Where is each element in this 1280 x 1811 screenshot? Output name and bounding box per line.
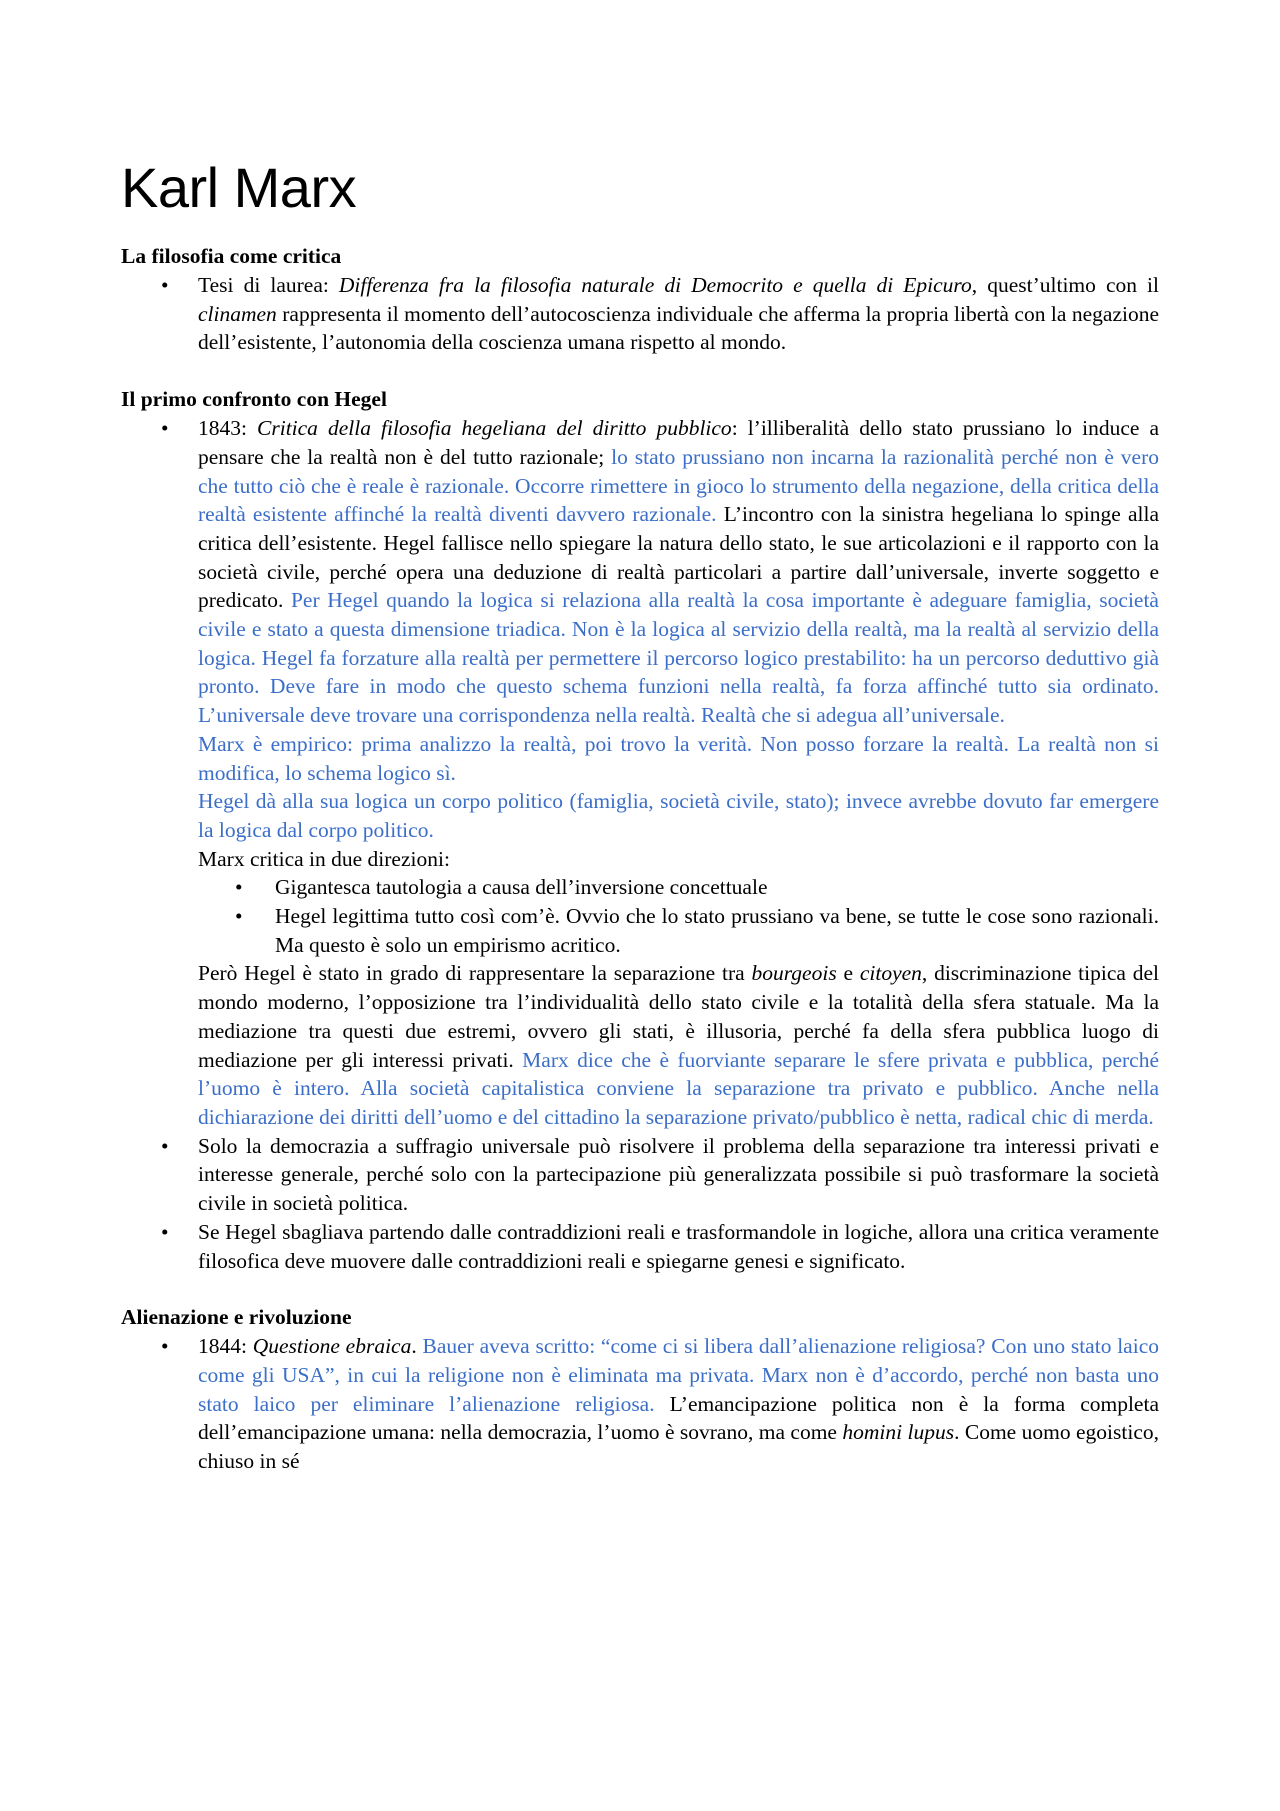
- italic-title: Differenza fra la filosofia naturale di Democrito e quella di Epicuro: [338, 273, 972, 297]
- highlighted-paragraph: Hegel dà alla sua logica un corpo politico (famiglia, società civile, stato); invece avrebbe dovuto far emergere la logica dal corpo politico.: [198, 789, 1159, 842]
- text-run: , quest’ultimo con il: [971, 273, 1159, 297]
- text-run: Però Hegel è stato in grado di rappresentare la separazione tra: [198, 961, 752, 986]
- list-item: • Se Hegel sbagliava partendo dalle contraddizioni reali e trasformandole in logiche, allora una critica veramente filosofica deve muovere dalle contraddizioni reali e spiegarne genesi e significato.: [121, 1218, 1159, 1275]
- text-run: . Come uomo egoistico, chiuso in sé: [198, 1420, 1159, 1474]
- text-run: L’incontro con la sinistra hegeliana lo spinge alla critica dell’esistente. Hegel fallisce nello spiegare la natura dello stato, le sue articolazioni e il rapporto con la società civile, perché opera una deduzione di realtà particolari a partire dall’universale, inverte soggetto e predicato.: [198, 502, 1159, 613]
- highlighted-text: lo stato prussiano non incarna la razionalità perché non è vero che tutto ciò che è reale è razionale. Occorre rimettere in gioco lo strumento della negazione, della critica della realtà esistente affinché la realtà diventi davvero razionale.: [198, 444, 1159, 527]
- section-filosofia-critica: [121, 242, 1159, 357]
- sub-list-item: • Hegel legittima tutto così com’è. Ovvio che lo stato prussiano va bene, se tutte le cose sono razionali. Ma questo è solo un empirismo acritico.: [198, 902, 1159, 959]
- italic-term: citoyen: [859, 961, 922, 986]
- paragraph: [198, 959, 1159, 1131]
- text-run: L’emancipazione politica non è la forma completa dell’emancipazione umana: nella democrazia, l’uomo è sovrano, ma come: [198, 1391, 1159, 1445]
- sub-list-item: • Gigantesca tautologia a causa dell’inversione concettuale: [198, 873, 1159, 902]
- text-run: rappresenta il momento dell’autocoscienza individuale che afferma la propria libertà con la negazione dell’esistente, l’autonomia della coscienza umana rispetto al mondo.: [198, 301, 1159, 355]
- highlighted-text: Marx dice che è fuorviante separare le sfere privata e pubblica, perché l’uomo è intero. Alla società capitalistica conviene la separazione tra privato e pubblico. Anche nella dichiarazione dei diritti dell’uomo e del cittadino la separazione privato/pubblico è netta, radical chic di merda.: [198, 1047, 1160, 1129]
- text-run: .: [411, 1334, 423, 1359]
- section-alienazione-rivoluzione: [121, 1303, 1159, 1476]
- text-run: 1843:: [198, 416, 258, 441]
- italic-term: bourgeois: [751, 961, 837, 986]
- italic-term: clinamen: [198, 301, 277, 326]
- highlighted-paragraph: Marx è empirico: prima analizzo la realtà, poi trovo la verità. Non posso forzare la realtà. La realtà non si modifica, lo schema logico sì.: [198, 731, 1159, 785]
- bullet-list: [121, 271, 1159, 357]
- bullet-list: [121, 1332, 1159, 1476]
- italic-title: Questione ebraica: [252, 1334, 412, 1359]
- document-title: Karl Marx: [121, 156, 357, 219]
- section-heading: La filosofia come critica: [121, 244, 342, 268]
- text-run: Tesi di laurea:: [198, 273, 339, 297]
- text-run: e: [836, 961, 860, 986]
- section-heading: Il primo confronto con Hegel: [121, 387, 387, 412]
- text-run: , discriminazione tipica del mondo moderno, l’opposizione tra l’individualità dello stato civile e la totalità della sfera statuale. Ma la mediazione tra questi due estremi, ovvero gli stati, è illusoria, perché fa della sfera pubblica luogo di mediazione per gli interessi privati.: [198, 961, 1160, 1072]
- text-run: : l’illiberalità dello stato prussiano lo induce a pensare che la realtà non è del tutto razionale;: [198, 416, 1159, 469]
- paragraph: Marx critica in due direzioni:: [198, 846, 450, 871]
- highlighted-text: Per Hegel quando la logica si relaziona alla realtà la cosa importante è adeguare famiglia, società civile e stato a questa dimensione triadica. Non è la logica al servizio della realtà, ma la realtà al servizio della logica. Hegel fa forzature alla realtà per permettere il percorso logico prestabilito: ha un percorso deduttivo già pronto. Deve fare in modo che questo schema funzioni nella realtà, fa forza affinché tutto sia ordinato. L’universale deve trovare una corrispondenza nella realtà. Realtà che si adegua all’universale.: [198, 588, 1159, 728]
- list-item: • Solo la democrazia a suffragio universale può risolvere il problema della separazione tra interessi privati e interesse generale, perché solo con la partecipazione più generalizzata possibile si può trasformare la società civile in società politica.: [121, 1132, 1159, 1218]
- list-item: [121, 271, 1159, 357]
- italic-title: Critica della filosofia hegeliana del diritto pubblico: [257, 416, 732, 441]
- paragraph: [198, 414, 1159, 730]
- highlighted-text: Bauer aveva scritto: “come ci si libera dall’alienazione religiosa? Con uno stato laico come gli USA”, in cui la religione non è eliminata ma privata. Marx non è d’accordo, perché non basta uno stato laico per eliminare l’alienazione religiosa.: [198, 1334, 1159, 1416]
- section-heading: Alienazione e rivoluzione: [121, 1305, 352, 1330]
- list-item: [121, 1332, 1159, 1476]
- text-run: 1844:: [198, 1334, 253, 1359]
- italic-term: homini lupus: [842, 1420, 955, 1445]
- sub-bullet-list: [198, 873, 1159, 959]
- bullet-list: [121, 414, 1159, 1275]
- section-confronto-hegel: [121, 385, 1159, 1275]
- list-item: [121, 414, 1159, 1132]
